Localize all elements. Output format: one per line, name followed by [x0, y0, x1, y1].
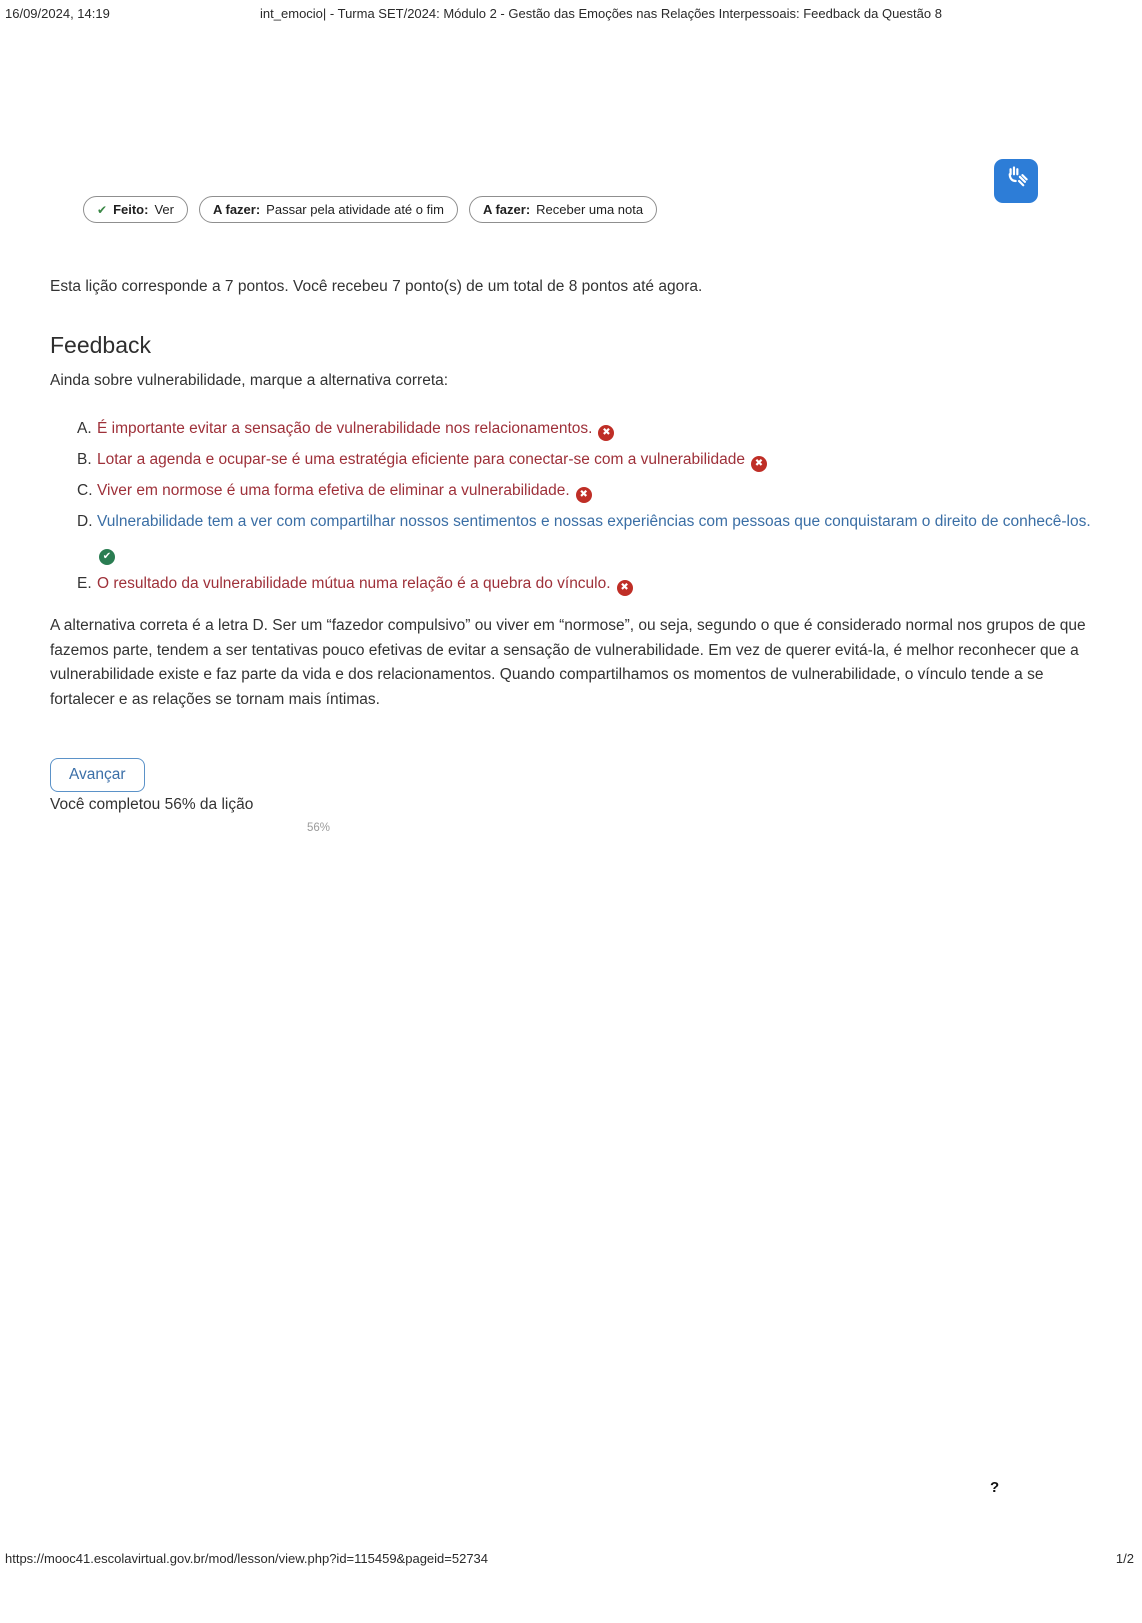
wrong-icon: ✖ [617, 580, 633, 596]
option-letter: C. [77, 482, 93, 499]
badge-todo-receive-grade[interactable] [469, 196, 657, 223]
option-letter: B. [77, 451, 92, 468]
lesson-content [0, 196, 1142, 834]
options-list [50, 413, 1092, 599]
points-summary: Esta lição corresponde a 7 pontos. Você recebeu 7 ponto(s) de um total de 8 pontos até agora. [50, 278, 703, 295]
print-datetime: 16/09/2024, 14:19 [5, 6, 110, 21]
wrong-icon: ✖ [576, 487, 592, 503]
badge-label: Receber uma nota [536, 202, 644, 217]
option-text: O resultado da vulnerabilidade mútua numa relação é a quebra do vínculo. [97, 575, 611, 592]
option-text: Vulnerabilidade tem a ver com compartilhar nossos sentimentos e nossas experiências com pessoas que conquistaram o direito de conhecê-los. [97, 513, 1091, 530]
answer-option-d [50, 506, 1092, 568]
badge-check-icon: ✔ [97, 202, 108, 217]
correct-check-icon: ✔ [99, 549, 115, 565]
option-letter: A. [77, 420, 92, 437]
answer-option-c [50, 475, 1092, 506]
print-page-title: int_emocio| - Turma SET/2024: Módulo 2 - Gestão das Emoções nas Relações Interpessoais: Feedback da Questão 8 [260, 6, 942, 21]
vlibras-accessibility-button[interactable] [994, 159, 1038, 203]
answer-explanation: A alternativa correta é a letra D. Ser um “fazedor compulsivo” ou viver em “normose”, ou seja, segundo o que é considerado normal nos grupos de que fazemos parte, tendem a ser tentativas pouco efetivas de evitar a sensação de vulnerabilidade. Em vez de querer evitá-la, é melhor reconhecer que a vulnerabilidade existe e faz parte da vida e dos relacionamentos. Quando compartilhamos os momentos de vulnerabilidade, o vínculo tende a se fortalecer e as relações se tornam mais íntimas. [50, 617, 1086, 708]
badge-prefix: A fazer: [212, 202, 261, 217]
badge-todo-pass-activity[interactable] [199, 196, 458, 223]
badge-prefix: Feito: [113, 202, 149, 217]
badge-label: Passar pela atividade até o fim [266, 202, 444, 217]
badge-prefix: A fazer: [482, 202, 531, 217]
wrong-icon: ✖ [751, 456, 767, 472]
badge-label: Ver [154, 202, 174, 217]
option-letter: D. [77, 513, 93, 530]
sign-language-hands-icon [1003, 165, 1030, 197]
question-text: Ainda sobre vulnerabilidade, marque a alternativa correta: [50, 372, 449, 389]
print-page-indicator: 1/2 [1115, 1551, 1134, 1566]
lesson-progress-text: Você completou 56% da lição [50, 796, 254, 813]
help-icon[interactable]: ? [990, 1479, 1000, 1496]
badge-done-view[interactable] [83, 196, 188, 223]
progress-percent-label: 56% [307, 822, 331, 834]
answer-option-e [50, 568, 1092, 599]
option-text: Lotar a agenda e ocupar-se é uma estratégia eficiente para conectar-se com a vulnerabilidade [97, 451, 745, 468]
advance-button[interactable]: Avançar [50, 758, 145, 792]
answer-option-b [50, 444, 1092, 475]
wrong-icon: ✖ [598, 425, 614, 441]
feedback-heading: Feedback [50, 332, 152, 358]
option-letter: E. [77, 575, 92, 592]
answer-option-a [50, 413, 1092, 444]
completion-badges [83, 196, 1092, 223]
option-text: Viver em normose é uma forma efetiva de eliminar a vulnerabilidade. [97, 482, 570, 499]
option-text: É importante evitar a sensação de vulnerabilidade nos relacionamentos. [97, 420, 593, 437]
print-footer-url: https://mooc41.escolavirtual.gov.br/mod/lesson/view.php?id=115459&pageid=52734 [5, 1551, 489, 1566]
